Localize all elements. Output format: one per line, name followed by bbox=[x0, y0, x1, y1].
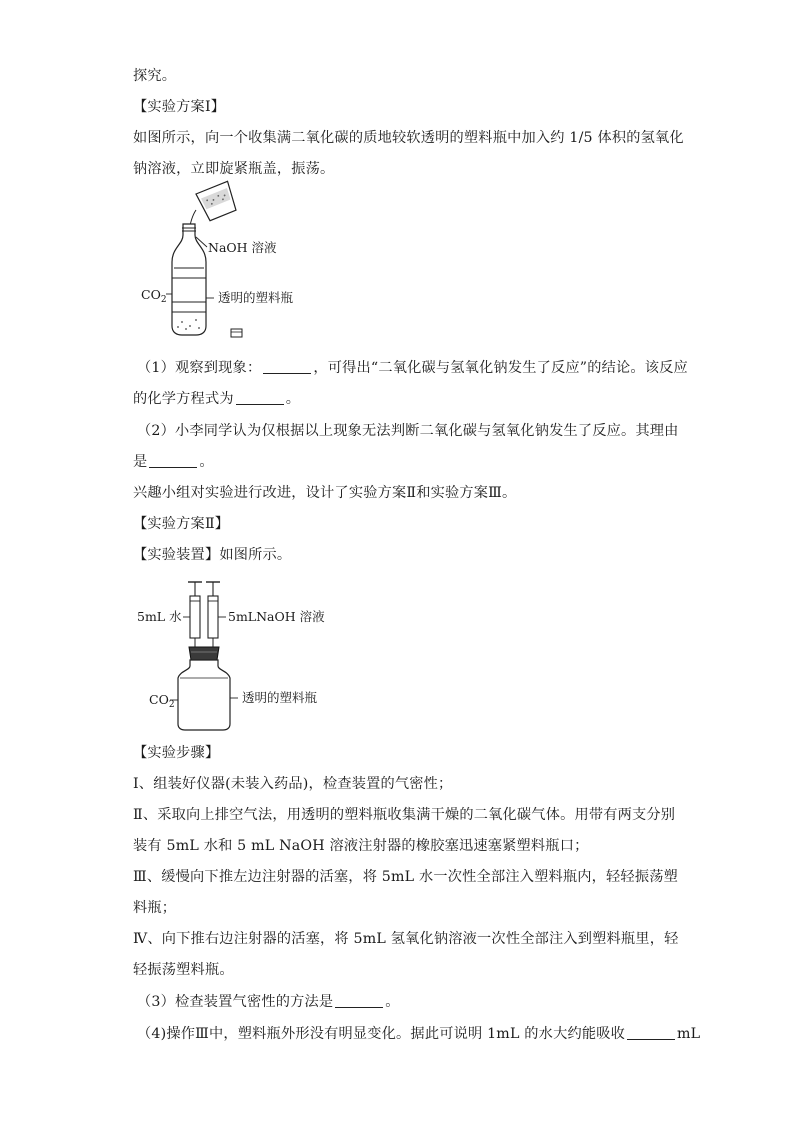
answer-blank[interactable] bbox=[149, 453, 197, 468]
rubber-stopper-icon bbox=[189, 647, 219, 660]
text-line: 【实验装置】如图所示。 bbox=[133, 547, 292, 563]
question-1-line-1: （1）观察到现象： ，可得出“二氧化碳与氢氧化钠发生了反应”的结论。该反应 bbox=[137, 360, 688, 376]
section-heading: 【实验步骤】 bbox=[133, 745, 220, 761]
syringe-right-icon bbox=[206, 582, 220, 654]
water-syringe-label: 5mL 水 bbox=[137, 609, 182, 624]
figure-bottle-naoh bbox=[138, 190, 338, 345]
answer-blank[interactable] bbox=[236, 390, 284, 405]
text-line: 如图所示，向一个收集满二氧化碳的质地较软透明的塑料瓶中加入约 1/5 体积的氢氧化 bbox=[133, 130, 684, 146]
question-2-line-1: （2）小李同学认为仅根据以上现象无法判断二氧化碳与氢氧化钠发生了反应。其理由 bbox=[137, 423, 679, 439]
question-4-line: （4)操作Ⅲ中，塑料瓶外形没有明显变化。据此可说明 1mL 的水大约能吸收 mL bbox=[137, 1026, 701, 1042]
section-heading: 【实验方案Ⅰ】 bbox=[133, 99, 226, 115]
plastic-bottle-icon bbox=[172, 224, 206, 335]
section-heading: 【实验方案Ⅱ】 bbox=[133, 516, 230, 532]
step-line: 料瓶； bbox=[133, 900, 177, 916]
step-line: Ⅳ、向下推右边注射器的活塞，将 5mL 氢氧化钠溶液一次性全部注入到塑料瓶里，轻 bbox=[133, 931, 679, 947]
text-line: 兴趣小组对实验进行改进，设计了实验方案Ⅱ和实验方案Ⅲ。 bbox=[133, 485, 517, 501]
text-line: 钠溶液，立即旋紧瓶盖，振荡。 bbox=[133, 161, 335, 177]
bottle-label: 透明的塑料瓶 bbox=[242, 690, 318, 705]
answer-blank[interactable] bbox=[335, 993, 383, 1008]
naoh-syringe-label: 5mLNaOH 溶液 bbox=[228, 609, 325, 624]
answer-blank[interactable] bbox=[263, 359, 311, 374]
bottle-label: 透明的塑料瓶 bbox=[218, 290, 294, 305]
answer-blank[interactable] bbox=[627, 1025, 675, 1040]
co2-label: $CO_2$ bbox=[149, 692, 175, 710]
question-2-line-2: 是 。 bbox=[133, 454, 214, 470]
step-line: 轻振荡塑料瓶。 bbox=[133, 962, 234, 978]
step-line: 装有 5mL 水和 5 mL NaOH 溶液注射器的橡胶塞迅速塞紧塑料瓶口； bbox=[133, 838, 589, 854]
syringe-left-icon bbox=[188, 582, 202, 654]
figure-syringe-bottle bbox=[136, 574, 356, 734]
question-3-line: （3）检查装置气密性的方法是 。 bbox=[137, 994, 400, 1010]
question-1-line-2: 的化学方程式为 。 bbox=[133, 391, 301, 407]
step-line: Ⅱ、采取向上排空气法，用透明的塑料瓶收集满干燥的二氧化碳气体。用带有两支分别 bbox=[133, 807, 676, 823]
co2-label: $CO_2$ bbox=[141, 287, 167, 305]
naoh-label: NaOH 溶液 bbox=[208, 240, 277, 255]
text-line: 探究。 bbox=[133, 68, 177, 84]
step-line: Ⅰ、组装好仪器(未装入药品)，检查装置的气密性； bbox=[133, 776, 453, 792]
beaker-icon bbox=[196, 181, 239, 222]
gas-bottle-icon bbox=[178, 660, 230, 730]
bottle-cap-icon bbox=[231, 329, 242, 337]
step-line: Ⅲ、缓慢向下推左边注射器的活塞，将 5mL 水一次性全部注入塑料瓶内，轻轻振荡塑 bbox=[133, 869, 678, 885]
